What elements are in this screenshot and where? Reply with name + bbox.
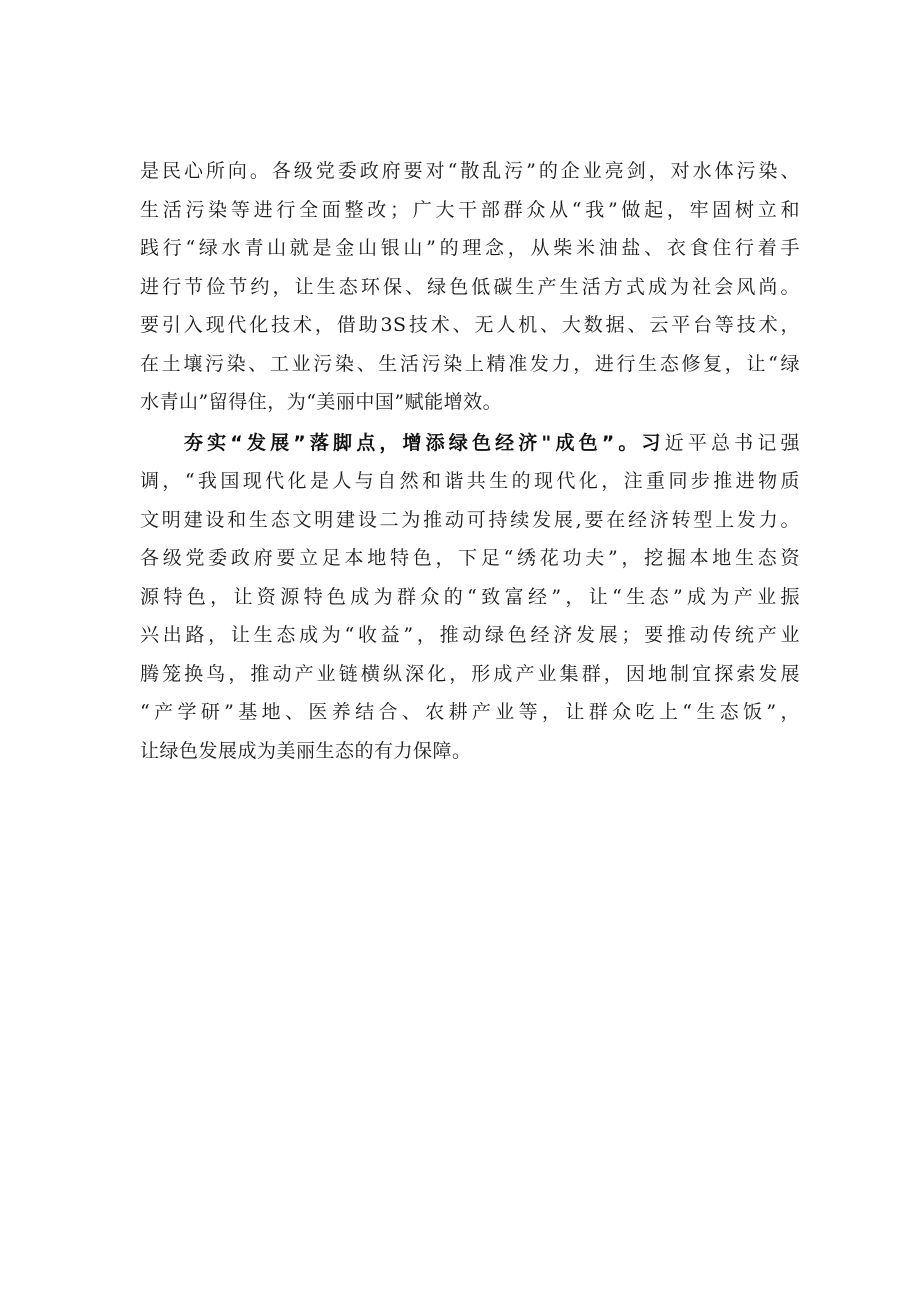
document-page xyxy=(140,152,800,770)
text-line: 进行节俭节约，让生态环保、绿色低碳生产生活方式成为社会风尚。 xyxy=(140,275,800,298)
text-line: 文明建设和生态文明建设二为推动可持续发展,要在经济转型上发力。 xyxy=(140,508,800,531)
text-line: 调，“我国现代化是人与自然和谐共生的现代化，注重同步推进物质 xyxy=(140,470,800,492)
paragraph-heading: 夯实“发展”落脚点，增添绿色经济"成色”。习 xyxy=(184,431,665,454)
paragraph-ecological-governance xyxy=(140,152,800,422)
text-line: 源特色，让资源特色成为群众的“致富经”，让“生态”成为产业振 xyxy=(140,585,800,608)
text-line: 各级党委政府要立足本地特色，下足“绣花功夫”，挖掘本地生态资 xyxy=(140,547,800,569)
text-line: 兴出路，让生态成为“收益”，推动绿色经济发展；要推动传统产业 xyxy=(140,624,800,646)
heading-line-rest: 近平总书记强 xyxy=(664,431,800,454)
text-line: “产学研”基地、医养结合、农耕产业等，让群众吃上“生态饭”， xyxy=(140,701,800,723)
text-line: 水青山”留得住，为“美丽中国”赋能增效。 xyxy=(140,391,503,413)
text-line: 是民心所向。各级党委政府要对“散乱污”的企业亮剑，对水体污染、 xyxy=(140,160,800,182)
paragraph-green-economy xyxy=(140,424,800,771)
text-line: 要引入现代化技术，借助3S技术、无人机、大数据、云平台等技术， xyxy=(140,314,800,336)
text-line: 生活污染等进行全面整改；广大干部群众从“我”做起，牢固树立和 xyxy=(140,198,800,221)
text-line: 践行“绿水青山就是金山银山”的理念，从柴米油盐、衣食住行着手 xyxy=(140,237,800,259)
text-line-with-heading xyxy=(140,424,800,463)
text-line: 在土壤污染、工业污染、生活污染上精准发力，进行生态修复，让“绿 xyxy=(140,352,800,375)
text-line: 让绿色发展成为美丽生态的有力保障。 xyxy=(140,739,472,762)
text-line: 腾笼换鸟，推动产业链横纵深化，形成产业集群，因地制宜探索发展 xyxy=(140,662,800,685)
